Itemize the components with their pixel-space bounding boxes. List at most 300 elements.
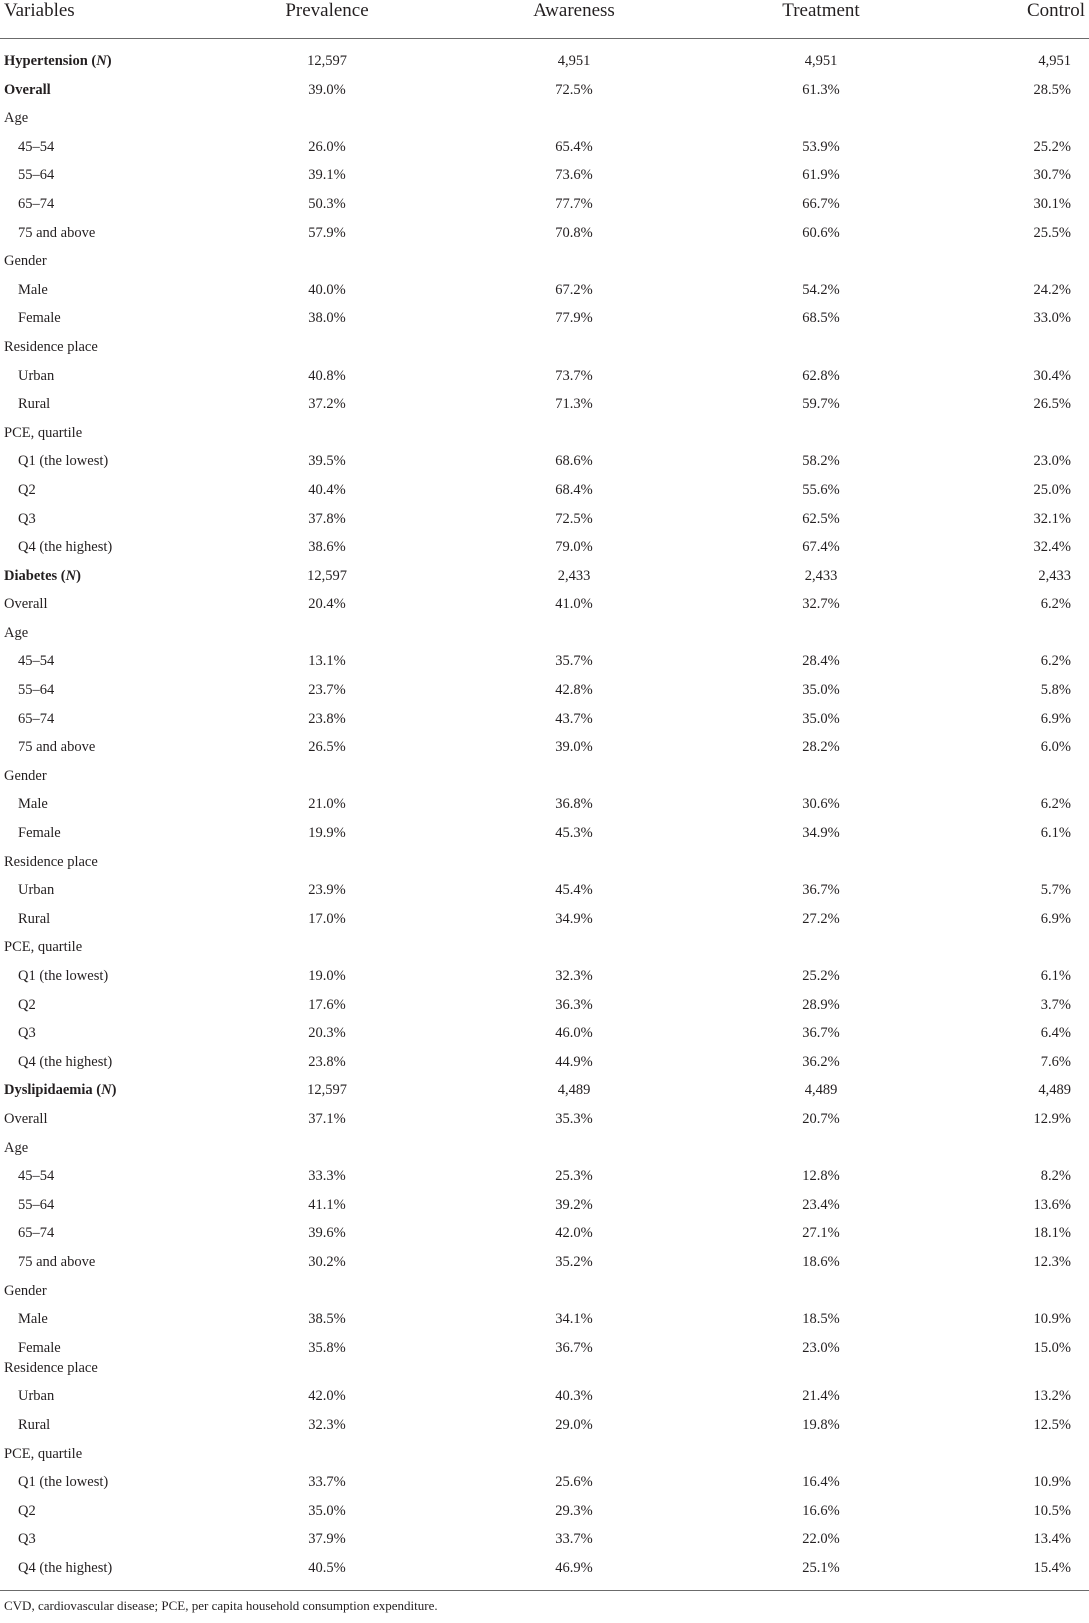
row-label-text: 75 and above [18, 1253, 96, 1270]
table-row [0, 762, 1089, 791]
cell-prevalence: 20.4% [308, 596, 346, 613]
cell-awareness: 35.2% [555, 1253, 593, 1270]
table-row [0, 1105, 1089, 1134]
cell-prevalence: 21.0% [308, 796, 346, 813]
row-label [4, 590, 47, 619]
cell-awareness: 39.0% [555, 739, 593, 756]
header-control: Control [1026, 0, 1085, 21]
row-label-text: Gender [4, 1282, 47, 1299]
row-label-text: Q1 (the lowest) [18, 968, 109, 984]
row-label-text: Overall [4, 1110, 48, 1127]
cell-control: 4,489 [1038, 1082, 1071, 1099]
row-label [18, 1248, 95, 1277]
cell-awareness: 46.9% [555, 1559, 593, 1576]
row-label-text: Male [18, 281, 48, 298]
table-row [0, 1334, 1089, 1354]
cell-awareness: 41.0% [555, 596, 593, 613]
cell-treatment: 28.2% [802, 739, 840, 756]
header-prevalence: Prevalence [285, 0, 369, 21]
cell-control: 6.0% [1040, 739, 1071, 756]
cell-awareness: 79.0% [555, 539, 593, 556]
row-label-text: 45–54 [18, 653, 55, 670]
table-row [0, 590, 1089, 619]
cell-awareness: 42.0% [555, 1225, 593, 1242]
cell-awareness: 4,489 [557, 1082, 591, 1099]
table-row [0, 1305, 1089, 1334]
cell-treatment: 4,489 [804, 1082, 838, 1099]
cell-control: 12.9% [1033, 1110, 1071, 1127]
row-label-text: Female [18, 310, 61, 327]
table-row [0, 1019, 1089, 1048]
row-label [18, 533, 112, 562]
table-row [0, 1411, 1089, 1440]
cell-treatment: 30.6% [802, 796, 840, 813]
row-label [18, 362, 54, 391]
cell-control: 8.2% [1040, 1168, 1071, 1185]
row-label-text: Q2 [18, 1502, 36, 1519]
row-label-text: Female [18, 825, 61, 842]
table-row [0, 276, 1089, 305]
row-label-text: 45–54 [18, 138, 55, 155]
row-label [18, 962, 108, 991]
row-label-text: Gender [4, 253, 47, 270]
cell-awareness: 77.9% [555, 310, 593, 327]
cell-awareness: 36.3% [555, 996, 593, 1013]
row-label [4, 848, 98, 877]
cell-awareness: 2,433 [557, 567, 591, 584]
row-label [18, 276, 48, 305]
cell-control: 6.2% [1040, 796, 1071, 813]
table-row [0, 905, 1089, 934]
cell-control: 6.2% [1040, 653, 1071, 670]
table-row [0, 1048, 1089, 1077]
cell-treatment: 53.9% [802, 138, 840, 155]
cell-awareness: 40.3% [555, 1388, 593, 1405]
cell-prevalence: 42.0% [308, 1388, 346, 1405]
cell-prevalence: 57.9% [308, 224, 346, 241]
cell-awareness: 25.6% [555, 1474, 593, 1491]
row-label [18, 705, 54, 734]
cell-treatment: 23.4% [802, 1196, 840, 1213]
cell-prevalence: 39.6% [308, 1225, 346, 1242]
cell-control: 15.0% [1033, 1339, 1071, 1356]
table-row [0, 304, 1089, 333]
table-row [0, 505, 1089, 534]
cell-prevalence: 35.8% [308, 1339, 346, 1356]
cell-treatment: 36.2% [802, 1053, 840, 1070]
table-row [0, 1525, 1089, 1554]
table-row [0, 1554, 1089, 1583]
cell-awareness: 4,951 [557, 53, 591, 69]
row-label [4, 333, 98, 362]
cell-treatment: 28.4% [802, 653, 840, 670]
row-label-text: Overall [4, 596, 48, 613]
cell-prevalence: 17.6% [308, 996, 346, 1013]
table-footnote: CVD, cardiovascular disease; PCE, per capita household consumption expenditure. [4, 1598, 438, 1613]
cell-control: 13.4% [1033, 1531, 1071, 1548]
row-label-text: Q2 [18, 481, 36, 498]
cell-control: 25.2% [1033, 138, 1071, 155]
cell-control: 28.5% [1033, 81, 1071, 98]
cell-prevalence: 33.7% [308, 1474, 346, 1491]
cell-awareness: 25.3% [555, 1168, 593, 1185]
cell-control: 4,951 [1038, 53, 1071, 69]
row-label-text: PCE, quartile [4, 1445, 83, 1462]
cell-prevalence: 40.8% [308, 367, 346, 384]
table-row [0, 933, 1089, 962]
row-label [4, 1076, 116, 1105]
table-row [0, 219, 1089, 248]
cell-prevalence: 19.9% [308, 825, 346, 842]
table-row [0, 247, 1089, 276]
table-row [0, 333, 1089, 362]
cell-prevalence: 39.5% [308, 453, 346, 470]
row-label [18, 1554, 112, 1583]
cell-awareness: 71.3% [555, 396, 593, 413]
table-row [0, 161, 1089, 190]
row-label [18, 1525, 36, 1554]
table-row [0, 76, 1089, 105]
cell-control: 13.2% [1033, 1388, 1071, 1405]
row-label [18, 505, 36, 534]
cell-prevalence: 37.9% [308, 1531, 346, 1548]
cell-treatment: 58.2% [802, 453, 840, 470]
cell-prevalence: 37.1% [308, 1110, 346, 1127]
cell-control: 12.3% [1033, 1253, 1071, 1270]
row-label-text: Q4 (the highest) [18, 1559, 113, 1576]
cell-control: 13.6% [1033, 1196, 1071, 1213]
row-label-text: Overall [4, 81, 51, 98]
table-row [0, 848, 1089, 877]
cell-awareness: 67.2% [555, 281, 593, 298]
cell-awareness: 39.2% [555, 1196, 593, 1213]
table-row [0, 1076, 1089, 1105]
cell-control: 3.7% [1040, 996, 1071, 1013]
row-label [18, 790, 48, 819]
row-label-n-suffix: (N) [91, 53, 112, 69]
cell-treatment: 16.4% [802, 1474, 840, 1491]
row-label [4, 562, 81, 591]
cell-awareness: 35.7% [555, 653, 593, 670]
row-label-text: Female [18, 1339, 61, 1356]
row-label-text: Hypertension [4, 53, 88, 69]
table-bottom-rule [0, 1590, 1089, 1591]
table-row [0, 962, 1089, 991]
cell-treatment: 66.7% [802, 195, 840, 212]
cell-prevalence: 19.0% [308, 968, 346, 984]
cell-control: 30.1% [1033, 195, 1071, 212]
cell-awareness: 45.4% [555, 882, 593, 899]
header-awareness: Awareness [533, 0, 615, 21]
row-label [18, 905, 50, 934]
row-label-text: Rural [18, 1416, 51, 1433]
cell-control: 24.2% [1033, 281, 1071, 298]
cell-treatment: 34.9% [802, 825, 840, 842]
cell-control: 6.1% [1040, 825, 1071, 842]
cell-control: 32.4% [1033, 539, 1071, 556]
row-label [18, 1191, 54, 1220]
header-treatment: Treatment [782, 0, 860, 21]
cell-awareness: 36.7% [555, 1339, 593, 1356]
cell-treatment: 68.5% [802, 310, 840, 327]
row-label-text: PCE, quartile [4, 424, 83, 441]
table-row [0, 1191, 1089, 1220]
cell-treatment: 62.5% [802, 510, 840, 527]
cell-control: 26.5% [1033, 396, 1071, 413]
row-label-text: Q2 [18, 996, 36, 1013]
row-label-text: 75 and above [18, 224, 96, 241]
table-row [0, 991, 1089, 1020]
cell-awareness: 33.7% [555, 1531, 593, 1548]
cell-treatment: 20.7% [802, 1110, 840, 1127]
row-label [18, 819, 61, 848]
cell-prevalence: 39.1% [308, 167, 346, 184]
row-label [18, 647, 54, 676]
table-row [0, 647, 1089, 676]
row-label [18, 1305, 48, 1334]
row-label [18, 133, 54, 162]
table-row [0, 1497, 1089, 1526]
cell-treatment: 62.8% [802, 367, 840, 384]
cell-control: 30.7% [1033, 167, 1071, 184]
table-row [0, 1219, 1089, 1248]
table-header [0, 0, 1089, 39]
cell-awareness: 34.9% [555, 910, 593, 927]
cell-prevalence: 40.5% [308, 1559, 346, 1576]
row-label [18, 1497, 36, 1526]
row-label-text: Rural [18, 396, 51, 413]
cell-prevalence: 32.3% [308, 1416, 346, 1433]
cell-awareness: 44.9% [555, 1053, 593, 1070]
table-row [0, 419, 1089, 448]
cell-awareness: 36.8% [555, 796, 593, 813]
row-label [4, 1134, 28, 1163]
row-label [18, 1219, 54, 1248]
row-label [18, 304, 61, 333]
row-label [4, 1440, 82, 1469]
row-label-text: Male [18, 796, 48, 813]
row-label-text: Male [18, 1311, 48, 1328]
row-label [18, 991, 36, 1020]
cell-prevalence: 38.0% [308, 310, 346, 327]
table-row [0, 1382, 1089, 1411]
cell-treatment: 60.6% [802, 224, 840, 241]
table-row [0, 562, 1089, 591]
cell-treatment: 35.0% [802, 682, 840, 699]
cell-control: 30.4% [1033, 367, 1071, 384]
cell-control: 6.9% [1040, 910, 1071, 927]
cell-treatment: 61.3% [802, 81, 840, 98]
cell-treatment: 32.7% [802, 596, 840, 613]
cell-treatment: 23.0% [802, 1339, 840, 1356]
table-row [0, 790, 1089, 819]
table-row [0, 47, 1089, 76]
cell-control: 23.0% [1033, 453, 1071, 470]
cell-prevalence: 41.1% [308, 1196, 346, 1213]
cell-prevalence: 33.3% [308, 1168, 346, 1185]
cell-awareness: 73.6% [555, 167, 593, 184]
cell-awareness: 72.5% [555, 510, 593, 527]
cell-awareness: 65.4% [555, 138, 593, 155]
row-label-text: 45–54 [18, 1168, 55, 1185]
cell-control: 15.4% [1033, 1559, 1071, 1576]
row-label-text: Q3 [18, 1531, 36, 1548]
row-label [4, 1277, 47, 1306]
table-row [0, 876, 1089, 905]
cell-prevalence: 37.8% [308, 510, 346, 527]
cell-control: 2,433 [1038, 567, 1071, 584]
cell-awareness: 43.7% [555, 710, 593, 727]
row-label-text: 55–64 [18, 682, 55, 699]
row-label-text: 65–74 [18, 1225, 55, 1242]
cell-awareness: 73.7% [555, 367, 593, 384]
cell-control: 33.0% [1033, 310, 1071, 327]
row-label [18, 876, 54, 905]
cell-control: 10.9% [1033, 1311, 1071, 1328]
row-label-text: Age [4, 110, 29, 127]
row-label [4, 104, 28, 133]
row-label-text: Q1 (the lowest) [18, 1474, 109, 1491]
cell-control: 25.0% [1033, 481, 1071, 498]
cell-treatment: 16.6% [802, 1502, 840, 1519]
row-label-text: Urban [18, 1388, 55, 1405]
cell-treatment: 67.4% [802, 539, 840, 556]
table-row [0, 133, 1089, 162]
table-row [0, 733, 1089, 762]
cell-prevalence: 12,597 [307, 53, 347, 69]
row-label [18, 733, 95, 762]
cell-prevalence: 40.0% [308, 281, 346, 298]
cell-prevalence: 12,597 [307, 567, 347, 584]
cell-treatment: 36.7% [802, 1025, 840, 1042]
row-label-n-suffix: (N) [96, 1082, 117, 1099]
table-row [0, 1354, 1089, 1383]
table-row [0, 1277, 1089, 1306]
row-label-text: Diabetes [4, 567, 58, 584]
cell-awareness: 77.7% [555, 195, 593, 212]
cell-treatment: 2,433 [804, 567, 838, 584]
row-label-text: Gender [4, 767, 47, 784]
row-label [4, 762, 47, 791]
cell-control: 12.5% [1033, 1416, 1071, 1433]
table-row [0, 1162, 1089, 1191]
cell-prevalence: 30.2% [308, 1253, 346, 1270]
table-row [0, 104, 1089, 133]
cell-prevalence: 37.2% [308, 396, 346, 413]
table-row [0, 190, 1089, 219]
row-label [18, 390, 50, 419]
row-label [4, 419, 82, 448]
row-label [18, 476, 36, 505]
row-label-text: Urban [18, 882, 55, 899]
row-label [4, 1354, 98, 1383]
row-label-text: 75 and above [18, 739, 96, 756]
row-label-text: Q3 [18, 1025, 36, 1042]
cell-treatment: 12.8% [802, 1168, 840, 1185]
cell-control: 32.1% [1033, 510, 1071, 527]
cell-control: 6.9% [1040, 710, 1071, 727]
row-label-text: Residence place [4, 853, 98, 870]
cell-treatment: 35.0% [802, 710, 840, 727]
table-row [0, 619, 1089, 648]
row-label-text: 65–74 [18, 710, 55, 727]
cell-prevalence: 50.3% [308, 195, 346, 212]
cell-treatment: 19.8% [802, 1416, 840, 1433]
cell-prevalence: 12,597 [307, 1082, 347, 1099]
row-label [18, 1019, 36, 1048]
row-label [4, 933, 82, 962]
cell-treatment: 36.7% [802, 882, 840, 899]
row-label-n-suffix: (N) [60, 567, 81, 584]
row-label-text: Q4 (the highest) [18, 1053, 113, 1070]
row-label [18, 1411, 50, 1440]
cell-treatment: 21.4% [802, 1388, 840, 1405]
row-label-text: 55–64 [18, 1196, 55, 1213]
row-label [4, 247, 47, 276]
cell-prevalence: 38.6% [308, 539, 346, 556]
cell-treatment: 22.0% [802, 1531, 840, 1548]
row-label-text: Rural [18, 910, 51, 927]
row-label-text: Q4 (the highest) [18, 539, 113, 556]
row-label-text: Residence place [4, 338, 98, 355]
cell-prevalence: 23.9% [308, 882, 346, 899]
cell-prevalence: 26.5% [308, 739, 346, 756]
cell-awareness: 70.8% [555, 224, 593, 241]
cell-prevalence: 13.1% [308, 653, 346, 670]
table-row [0, 533, 1089, 562]
header-variables: Variables [4, 0, 75, 21]
row-label [18, 161, 54, 190]
cell-treatment: 25.2% [802, 968, 840, 984]
cell-prevalence: 20.3% [308, 1025, 346, 1042]
table-body [0, 47, 1089, 1582]
cell-awareness: 35.3% [555, 1110, 593, 1127]
row-label-text: 65–74 [18, 195, 55, 212]
cell-awareness: 72.5% [555, 81, 593, 98]
table-row [0, 819, 1089, 848]
table-row [0, 1248, 1089, 1277]
cell-prevalence: 39.0% [308, 81, 346, 98]
row-label [18, 1162, 54, 1191]
row-label-text: Residence place [4, 1359, 98, 1376]
cell-treatment: 18.6% [802, 1253, 840, 1270]
cell-control: 6.2% [1040, 596, 1071, 613]
cell-prevalence: 38.5% [308, 1311, 346, 1328]
row-label-text: PCE, quartile [4, 939, 83, 956]
cell-control: 10.9% [1033, 1474, 1071, 1491]
cell-prevalence: 23.7% [308, 682, 346, 699]
row-label [4, 47, 112, 76]
table-row [0, 676, 1089, 705]
row-label [18, 1048, 112, 1077]
row-label [18, 190, 54, 219]
cell-awareness: 68.4% [555, 481, 593, 498]
cell-treatment: 4,951 [804, 53, 838, 69]
cell-control: 18.1% [1033, 1225, 1071, 1242]
table-row [0, 1468, 1089, 1497]
row-label [18, 676, 54, 705]
cell-awareness: 42.8% [555, 682, 593, 699]
cell-treatment: 18.5% [802, 1311, 840, 1328]
table-row [0, 705, 1089, 734]
cell-treatment: 61.9% [802, 167, 840, 184]
row-label [4, 76, 51, 105]
row-label-text: Age [4, 624, 29, 641]
cell-prevalence: 35.0% [308, 1502, 346, 1519]
cell-awareness: 32.3% [555, 968, 593, 984]
cell-control: 10.5% [1033, 1502, 1071, 1519]
row-label-text: 55–64 [18, 167, 55, 184]
